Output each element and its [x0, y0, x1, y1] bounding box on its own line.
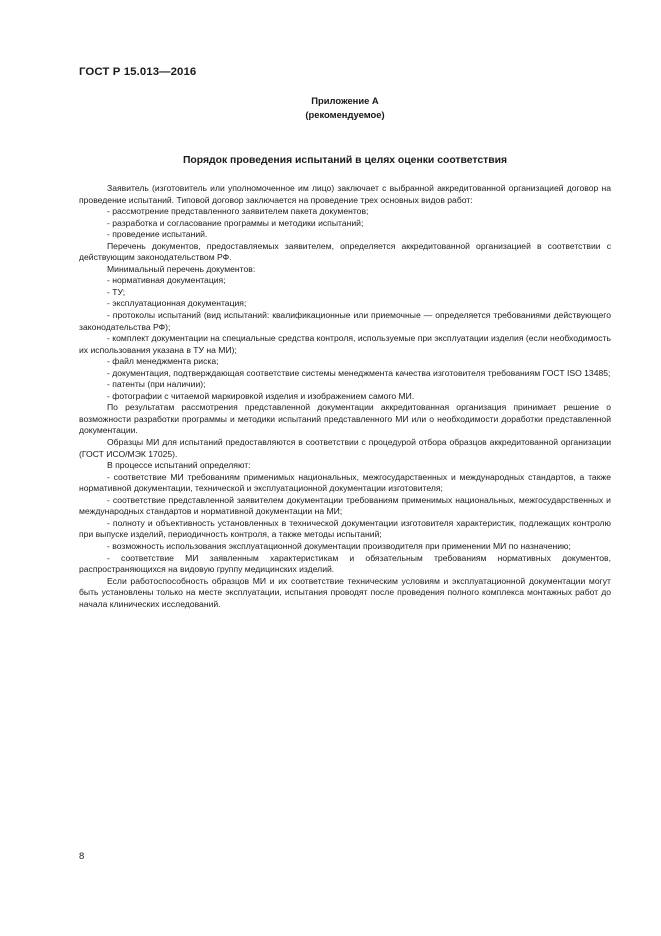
list-item: - разработка и согласование программы и методики испытаний;: [107, 217, 364, 228]
page-number: 8: [79, 851, 85, 862]
paragraph: Образцы МИ для испытаний предоставляются в соответствии с процедурой отбора образцов аккредитованной организации (ГОСТ ИСО/МЭК 17025).: [79, 437, 611, 459]
annex-heading: [0, 94, 661, 122]
paragraph: В процессе испытаний определяют:: [107, 460, 251, 471]
annex-title: Приложение А: [311, 95, 379, 106]
paragraph: Перечень документов, предоставляемых заявителем, определяется аккредитованной организацией в соответствии с действующим законодательством РФ.: [79, 240, 611, 263]
list-item: - полноту и объективность установленных в технической документации изготовителя характеристик, подлежащих контролю при выпуске изделий, периодичность контроля, а также методы испытаний;: [79, 517, 611, 540]
list-item: - ТУ;: [107, 286, 126, 297]
paragraph: Минимальный перечень документов:: [107, 263, 256, 274]
list-item: - документация, подтверждающая соответствие системы менеджмента качества изготовителя требованиям ГОСТ ISO 13485;: [107, 367, 611, 378]
paragraph: Если работоспособность образцов МИ и их соответствие техническим условиям и эксплуатационной документации могут быть установлены только на месте эксплуатации, испытания проводят после проведения полного комплекса монтажных работ до начала клинических исследований.: [79, 575, 611, 609]
standard-designation: ГОСТ Р 15.013—2016: [79, 66, 197, 78]
paragraph: По результатам рассмотрения представленной документации аккредитованная организация принимает решение о возможности разработки программы и методики испытаний представленного МИ или о необходимости доработки представленной документации.: [79, 402, 611, 436]
list-item: - нормативная документация;: [107, 275, 226, 286]
list-item: - возможность использования эксплуатационной документации производителя при применении МИ по назначению;: [107, 540, 571, 551]
section-title: Порядок проведения испытаний в целях оценки соответствия: [182, 155, 508, 166]
list-item: - комплект документации на специальные средства контроля, используемые при эксплуатации изделия (если необходимость их использования указана в ТУ на МИ);: [79, 333, 611, 355]
paragraph: Заявитель (изготовитель или уполномоченное им лицо) заключает с выбранной аккредитованной организацией договор на проведение испытаний. Типовой договор заключается на проведение трех основных видов работ:: [79, 183, 611, 205]
list-item: - файл менеджмента риска;: [107, 356, 219, 367]
list-item: - соответствие МИ заявленным характеристикам и обязательным требованиям нормативных документов, распространяющихся на видовую группу медицинских изделий.: [79, 552, 611, 575]
list-item: - эксплуатационная документация;: [107, 298, 247, 309]
document-body: [79, 183, 611, 610]
list-item: - соответствие МИ требованиям применимых национальных, межгосударственных и международных стандартов, а также нормативной документации, технической и эксплуатационной документации изготовителя;: [79, 471, 611, 494]
list-item: - фотографии с читаемой маркировкой изделия и изображением самого МИ.: [107, 390, 415, 401]
annex-status: (рекомендуемое): [305, 109, 385, 120]
list-item: - рассмотрение представленного заявителем пакета документов;: [107, 206, 369, 217]
list-item: - патенты (при наличии);: [107, 379, 206, 390]
list-item: - соответствие представленной заявителем документации требованиям применимых национальных, межгосударственных и международных стандартов и нормативной документации на МИ;: [79, 494, 611, 517]
list-item: - протоколы испытаний (вид испытаний: квалификационные или приемочные — определяется требованиями действующего законодательства РФ);: [79, 310, 611, 332]
list-item: - проведение испытаний.: [107, 229, 208, 240]
